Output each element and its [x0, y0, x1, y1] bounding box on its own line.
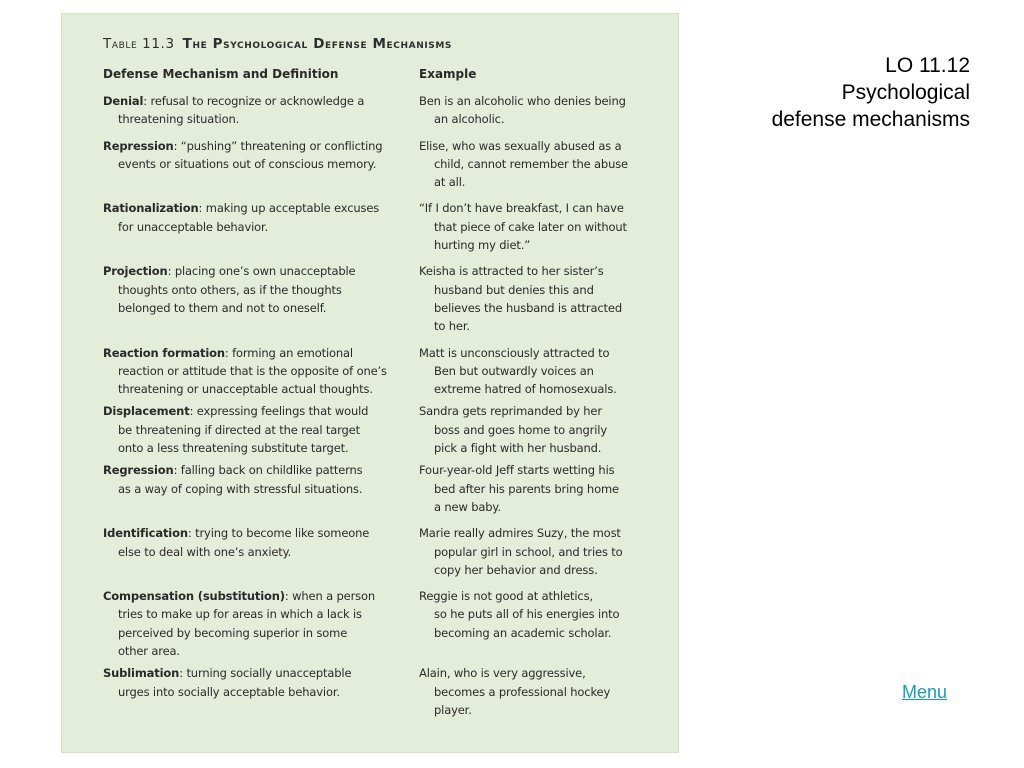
table-column-headers: [103, 67, 663, 81]
definition-text: : “pushing” threatening or conflicting: [173, 138, 383, 153]
example-cell: [419, 344, 659, 399]
mechanism-term: Sublimation: [103, 666, 180, 681]
example-line: to her.: [434, 319, 470, 334]
definition-line: for unacceptable behavior.: [118, 219, 269, 234]
table-body: [103, 92, 663, 719]
definition-text: : when a person: [284, 589, 376, 604]
example-line: husband but denies this and: [434, 282, 594, 297]
definition-line: [103, 344, 419, 362]
definition-line: [103, 461, 419, 479]
definition-cell: [103, 664, 419, 719]
example-cell: [419, 137, 659, 192]
example-cell: [419, 402, 659, 457]
table-row: [103, 664, 663, 719]
example-line: so he puts all of his energies into: [434, 607, 620, 622]
example-line: that piece of cake later on without: [434, 219, 627, 234]
table-row: [103, 587, 663, 660]
lo-number: LO 11.12: [885, 54, 970, 77]
table-name: The Psychological Defense Mechanisms: [182, 36, 452, 52]
example-line: copy her behavior and dress.: [434, 562, 598, 577]
mechanism-term: Projection: [103, 264, 168, 279]
example-line: bed after his parents bring home: [434, 481, 619, 496]
definition-line: [103, 402, 419, 420]
definition-text: : falling back on childlike patterns: [173, 463, 363, 478]
example-line: at all.: [434, 175, 466, 190]
definition-line: as a way of coping with stressful situations.: [118, 481, 363, 496]
definition-line: [103, 524, 419, 542]
table-row: [103, 461, 663, 516]
column-header-mechanism: Defense Mechanism and Definition: [103, 67, 339, 81]
example-cell: [419, 524, 659, 579]
mechanism-term: Repression: [103, 138, 174, 153]
definition-cell: [103, 461, 419, 516]
defense-mechanisms-table-image: [61, 13, 679, 753]
table-row: [103, 92, 663, 129]
example-line: popular girl in school, and tries to: [434, 544, 623, 559]
definition-line: events or situations out of conscious memory.: [118, 156, 377, 171]
definition-text: : expressing feelings that would: [189, 404, 369, 419]
example-line: Marie really admires Suzy, the most: [419, 526, 621, 541]
example-line: believes the husband is attracted: [434, 300, 622, 315]
mechanism-term: Reaction formation: [103, 345, 225, 360]
example-line: a new baby.: [434, 499, 501, 514]
example-line: Keisha is attracted to her sister’s: [419, 264, 604, 279]
example-line: an alcoholic.: [434, 112, 505, 127]
learning-objective-title: [670, 52, 970, 133]
example-line: Reggie is not good at athletics,: [419, 589, 593, 604]
definition-cell: [103, 137, 419, 192]
definition-line: other area.: [118, 644, 180, 659]
definition-cell: [103, 262, 419, 335]
table-row: [103, 199, 663, 254]
example-line: Matt is unconsciously attracted to: [419, 345, 610, 360]
column-header-example: Example: [419, 67, 477, 81]
definition-line: [103, 587, 419, 605]
definition-text: : placing one’s own unacceptable: [167, 264, 356, 279]
example-line: “If I don’t have breakfast, I can have: [419, 201, 624, 216]
example-line: extreme hatred of homosexuals.: [434, 382, 617, 397]
example-line: Ben is an alcoholic who denies being: [419, 94, 626, 108]
definition-line: onto a less threatening substitute target.: [118, 441, 349, 456]
definition-text: : refusal to recognize or acknowledge a: [143, 94, 365, 108]
example-line: Sandra gets reprimanded by her: [419, 404, 602, 419]
definition-text: : trying to become like someone: [187, 526, 370, 541]
example-line: hurting my diet.”: [434, 238, 531, 253]
example-cell: [419, 461, 659, 516]
definition-line: threatening situation.: [118, 112, 240, 127]
definition-cell: [103, 199, 419, 254]
lo-title-line-3: defense mechanisms: [771, 108, 970, 131]
definition-cell: [103, 344, 419, 399]
table-row: [103, 344, 663, 399]
menu-link[interactable]: Menu: [902, 682, 948, 702]
definition-line: else to deal with one’s anxiety.: [118, 544, 292, 559]
example-line: becoming an academic scholar.: [434, 625, 612, 640]
definition-cell: [103, 524, 419, 579]
mechanism-term: Denial: [103, 94, 144, 108]
definition-text: : making up acceptable excuses: [198, 201, 380, 216]
table-number: Table 11.3: [103, 36, 175, 52]
example-line: player.: [434, 702, 472, 717]
table-row: [103, 402, 663, 457]
example-cell: [419, 199, 659, 254]
example-line: pick a fight with her husband.: [434, 441, 602, 456]
definition-cell: [103, 587, 419, 660]
definition-line: threatening or unacceptable actual thoughts.: [118, 382, 373, 397]
definition-cell: [103, 92, 419, 129]
definition-line: reaction or attitude that is the opposite of one’s: [118, 363, 387, 378]
example-cell: [419, 262, 659, 335]
definition-line: be threatening if directed at the real target: [118, 422, 360, 437]
definition-line: [103, 92, 419, 110]
mechanism-term: Regression: [103, 463, 174, 478]
table-row: [103, 524, 663, 579]
example-line: Ben but outwardly voices an: [434, 363, 594, 378]
definition-text: : turning socially unacceptable: [179, 666, 352, 681]
definition-line: [103, 262, 419, 280]
definition-line: [103, 664, 419, 682]
example-line: Elise, who was sexually abused as a: [419, 138, 622, 153]
example-cell: [419, 664, 659, 719]
example-line: Alain, who is very aggressive,: [419, 666, 586, 681]
definition-line: thoughts onto others, as if the thoughts: [118, 282, 342, 297]
definition-line: belonged to them and not to oneself.: [118, 300, 327, 315]
example-line: boss and goes home to angrily: [434, 422, 607, 437]
table-row: [103, 262, 663, 335]
definition-line: urges into socially acceptable behavior.: [118, 684, 340, 699]
example-line: child, cannot remember the abuse: [434, 156, 628, 171]
mechanism-term: Compensation (substitution): [103, 589, 285, 604]
lo-title-line-2: Psychological: [841, 81, 970, 104]
definition-text: : forming an emotional: [224, 345, 353, 360]
table-title: [103, 36, 663, 52]
definition-line: tries to make up for areas in which a lack is: [118, 607, 362, 622]
example-cell: [419, 92, 659, 129]
example-line: Four-year-old Jeff starts wetting his: [419, 463, 615, 478]
mechanism-term: Displacement: [103, 404, 190, 419]
definition-cell: [103, 402, 419, 457]
table-row: [103, 137, 663, 192]
definition-line: [103, 199, 419, 217]
example-line: becomes a professional hockey: [434, 684, 611, 699]
definition-line: perceived by becoming superior in some: [118, 625, 348, 640]
definition-line: [103, 137, 419, 155]
example-cell: [419, 587, 659, 660]
mechanism-term: Rationalization: [103, 201, 199, 216]
mechanism-term: Identification: [103, 526, 188, 541]
table-content: [103, 36, 663, 719]
